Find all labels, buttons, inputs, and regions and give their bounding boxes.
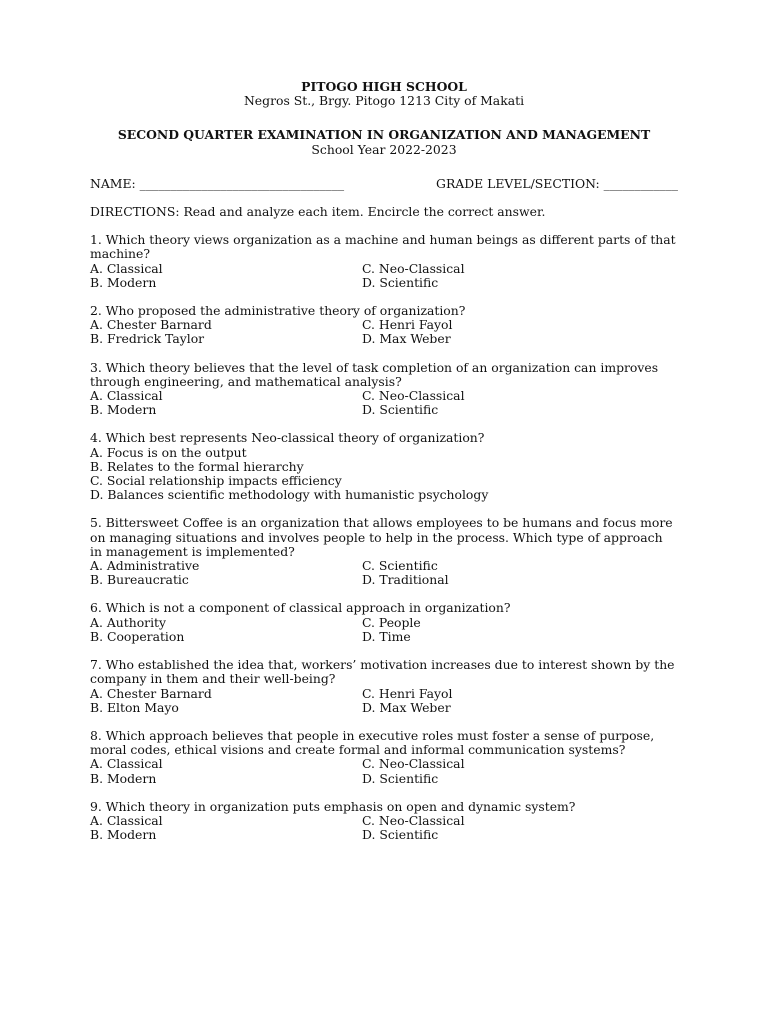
answer-options	[90, 446, 678, 503]
question-5	[90, 516, 678, 587]
option-b: B. Cooperation	[90, 628, 185, 644]
answer-options	[90, 318, 678, 346]
question-9	[90, 800, 678, 843]
option-a: A. Focus is on the output	[90, 444, 247, 460]
option-d: D. Max Weber	[362, 699, 451, 715]
question-6	[90, 601, 678, 644]
question-stem: 6. Which is not a component of classical approach in organization?	[90, 600, 511, 616]
option-a: A. Administrative	[90, 558, 200, 574]
question-3	[90, 361, 678, 418]
option-d: D. Max Weber	[362, 331, 451, 347]
question-1	[90, 233, 678, 290]
option-b: B. Fredrick Taylor	[90, 331, 205, 347]
answer-options	[90, 559, 678, 587]
answer-options	[90, 616, 678, 644]
school-name: PITOGO HIGH SCHOOL	[301, 79, 467, 94]
student-info-line	[90, 177, 678, 191]
option-a: A. Classical	[90, 812, 163, 828]
option-a: A. Classical	[90, 756, 163, 772]
option-d: D. Scientific	[362, 770, 439, 786]
name-field-label: NAME: _________________________________	[90, 175, 345, 191]
answer-options	[90, 757, 678, 785]
exam-title: SECOND QUARTER EXAMINATION IN ORGANIZATION AND MANAGEMENT	[117, 127, 651, 143]
question-stem: 2. Who proposed the administrative theory of organization?	[90, 303, 466, 319]
option-c: C. Social relationship impacts efficiency	[90, 473, 342, 489]
option-c: C. Neo-Classical	[362, 812, 465, 828]
option-b: B. Bureaucratic	[90, 572, 189, 588]
option-c: C. Neo-Classical	[362, 388, 465, 404]
answer-options	[90, 814, 678, 842]
option-a: A. Chester Barnard	[90, 685, 212, 701]
option-c: C. Henri Fayol	[362, 685, 453, 701]
question-stem: 8. Which approach believes that people in executive roles must foster a sense of purpose, moral codes, ethical visions and create formal and informal communication systems?	[90, 727, 655, 758]
option-a: A. Chester Barnard	[90, 317, 212, 333]
option-a: A. Classical	[90, 260, 163, 276]
question-stem: 1. Which theory views organization as a machine and human beings as different parts of that machine?	[90, 232, 676, 262]
option-a: A. Classical	[90, 388, 163, 404]
option-d: D. Scientific	[362, 402, 439, 418]
question-4	[90, 431, 678, 502]
option-b: B. Modern	[90, 274, 157, 290]
directions: DIRECTIONS: Read and analyze each item. Encircle the correct answer.	[90, 204, 546, 220]
option-b: B. Modern	[90, 827, 157, 843]
question-7	[90, 658, 678, 715]
grade-section-field-label: GRADE LEVEL/SECTION: ____________	[436, 175, 678, 191]
option-b: B. Relates to the formal hierarchy	[90, 458, 304, 474]
school-year: School Year 2022-2023	[311, 141, 457, 157]
option-d: D. Scientific	[362, 827, 439, 843]
option-a: A. Authority	[90, 614, 167, 630]
option-d: D. Balances scientific methodology with humanistic psychology	[90, 487, 489, 503]
option-b: B. Modern	[90, 402, 157, 418]
option-c: C. People	[362, 614, 421, 630]
question-stem: 5. Bittersweet Coffee is an organization that allows employees to be humans and focus more on managing situations and involves people to help in the process. Which type of approach in management is implemented?	[90, 515, 673, 559]
question-stem: 3. Which theory believes that the level of task completion of an organization can improves through engineering, and mathematical analysis?	[90, 359, 659, 389]
question-stem: 9. Which theory in organization puts emphasis on open and dynamic system?	[90, 798, 576, 814]
option-d: D. Time	[362, 628, 411, 644]
answer-options	[90, 389, 678, 417]
option-c: C. Neo-Classical	[362, 260, 465, 276]
answer-options	[90, 687, 678, 715]
question-stem: 4. Which best represents Neo-classical theory of organization?	[90, 430, 485, 446]
answer-options	[90, 262, 678, 290]
option-c: C. Neo-Classical	[362, 756, 465, 772]
option-b: B. Modern	[90, 770, 157, 786]
option-b: B. Elton Mayo	[90, 699, 179, 715]
question-2	[90, 304, 678, 347]
option-c: C. Henri Fayol	[362, 317, 453, 333]
school-address: Negros St., Brgy. Pitogo 1213 City of Makati	[243, 93, 525, 109]
option-c: C. Scientific	[362, 558, 438, 574]
option-d: D. Scientific	[362, 274, 439, 290]
option-d: D. Traditional	[362, 572, 449, 588]
question-stem: 7. Who established the idea that, workers’ motivation increases due to interest shown by the company in them and their well-being?	[90, 657, 675, 687]
question-8	[90, 729, 678, 786]
